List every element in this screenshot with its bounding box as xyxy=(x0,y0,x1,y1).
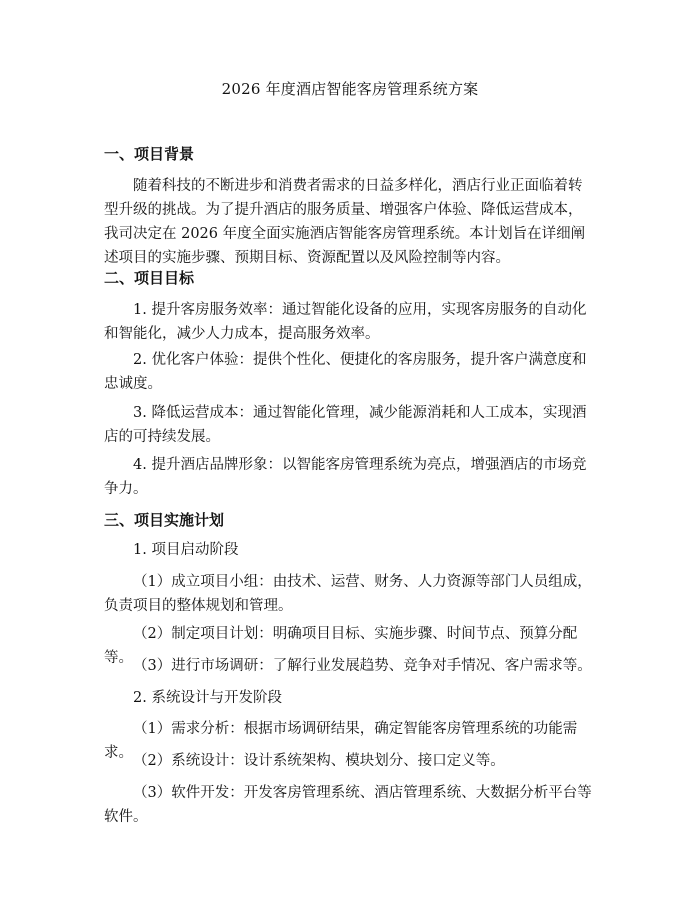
phase-2-step-3: （3）软件开发：开发客房管理系统、酒店管理系统、大数据分析平台等软件。 xyxy=(104,785,592,825)
goal-item-2: 2. 优化客户体验：提供个性化、便捷化的客房服务，提升客户满意度和忠诚度。 xyxy=(104,352,587,392)
goal-item-4: 4. 提升酒店品牌形象：以智能客房管理系统为亮点，增强酒店的市场竞争力。 xyxy=(104,457,587,497)
phase-2-label: 2. 系统设计与开发阶段 xyxy=(133,690,282,706)
phase-2-step-1: （1）需求分析：根据市场调研结果，确定智能客房管理系统的功能需求。 xyxy=(104,721,578,761)
phase-2-step-2: （2）系统设计：设计系统架构、模块划分、接口定义等。 xyxy=(133,753,505,769)
goal-item-1: 1. 提升客房服务效率：通过智能化设备的应用，实现客房服务的自动化和智能化，减少人力成本，提高服务效率。 xyxy=(104,302,587,342)
background-paragraph: 随着科技的不断进步和消费者需求的日益多样化，酒店行业正面临着转型升级的挑战。为了提升酒店的服务质量、增强客户体验、降低运营成本，我司决定在 2026 年度全面实施酒店智能客房管理系统。本计划旨在详细阐述项目的实施步骤、预期目标、资源配置以及风险控制等内容。 xyxy=(104,178,586,266)
goal-item-3: 3. 降低运营成本：通过智能化管理，减少能源消耗和人工成本，实现酒店的可持续发展。 xyxy=(104,405,587,445)
section-heading-plan: 三、项目实施计划 xyxy=(104,511,225,529)
phase-1-label: 1. 项目启动阶段 xyxy=(133,542,239,558)
phase-1-step-3: （3）进行市场调研：了解行业发展趋势、竞争对手情况、客户需求等。 xyxy=(133,658,592,674)
document-title: 2026 年度酒店智能客房管理系统方案 xyxy=(221,80,479,98)
section-heading-background: 一、项目背景 xyxy=(104,145,195,163)
section-heading-goals: 二、项目目标 xyxy=(104,269,195,287)
phase-1-step-2: （2）制定项目计划：明确项目目标、实施步骤、时间节点、预算分配等。 xyxy=(104,626,578,666)
phase-1-step-1: （1）成立项目小组：由技术、运营、财务、人力资源等部门人员组成，负责项目的整体规划和管理。 xyxy=(104,574,592,614)
